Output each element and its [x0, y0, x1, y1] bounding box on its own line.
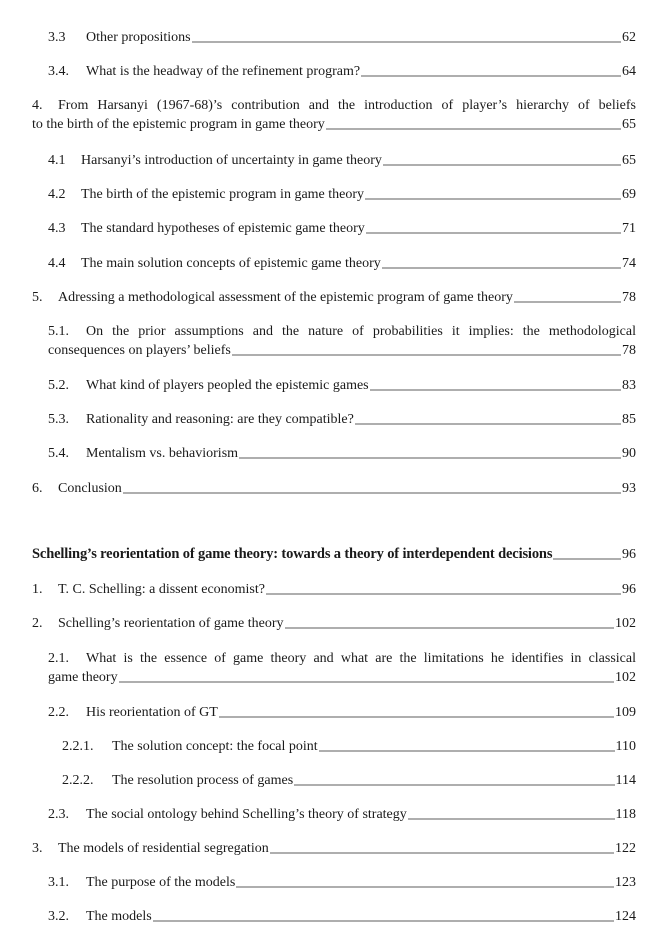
dot-leader [408, 815, 615, 820]
entry-title: Mentalism vs. behaviorism [86, 446, 239, 461]
entry-title: Harsanyi’s introduction of uncertainty in game theory [81, 153, 382, 168]
entry-page: 74 [622, 256, 636, 271]
dot-leader [270, 849, 614, 854]
toc-entry[interactable] [62, 771, 636, 790]
toc-entry[interactable] [48, 254, 636, 273]
dot-leader [236, 883, 614, 888]
dot-leader [365, 195, 621, 200]
entry-page: 124 [615, 909, 636, 924]
entry-title-line2: consequences on players’ beliefs [48, 343, 231, 358]
dot-leader [294, 781, 614, 786]
toc-entry[interactable] [48, 444, 636, 463]
entry-title: The models [86, 909, 152, 924]
entry-title: What is the headway of the refinement program? [86, 64, 361, 79]
entry-number: 3.1. [48, 875, 69, 890]
toc-entry[interactable] [32, 288, 636, 307]
entry-title-line2: to the birth of the epistemic program in game theory [32, 117, 325, 132]
entry-number: 3.2. [48, 909, 69, 924]
entry-page: 64 [622, 64, 636, 79]
entry-page: 96 [622, 547, 636, 562]
entry-number: 5.3. [48, 412, 69, 427]
dot-leader [326, 125, 621, 130]
toc-entry[interactable] [48, 873, 636, 892]
entry-page: 102 [615, 616, 636, 631]
entry-title-line1: What is the essence of game theory and what are the limitations he identifies in classical [86, 651, 636, 666]
toc-entry[interactable] [62, 737, 636, 756]
dot-leader [239, 454, 621, 459]
entry-page: 90 [622, 446, 636, 461]
entry-title: His reorientation of GT [86, 705, 218, 720]
dot-leader [153, 917, 614, 922]
toc-entry[interactable] [48, 322, 636, 360]
dot-leader [232, 351, 621, 356]
entry-number: 5. [32, 290, 43, 305]
toc-entry[interactable] [48, 62, 636, 81]
entry-page: 69 [622, 187, 636, 202]
toc-entry[interactable] [32, 614, 636, 633]
entry-page: 78 [622, 343, 636, 358]
entry-title-line1: From Harsanyi (1967-68)’s contribution and the introduction of player’s hierarchy of beliefs [58, 98, 636, 113]
entry-page: 65 [622, 117, 636, 132]
entry-title: The social ontology behind Schelling’s theory of strategy [86, 807, 407, 822]
entry-page: 122 [615, 841, 636, 856]
entry-number: 4. [32, 98, 43, 113]
entry-number: 5.4. [48, 446, 69, 461]
chapter-heading-entry[interactable] [32, 545, 636, 564]
entry-title: Schelling’s reorientation of game theory [58, 616, 284, 631]
entry-number: 4.4 [48, 256, 66, 271]
entry-number: 4.1 [48, 153, 66, 168]
entry-title: Conclusion [58, 481, 122, 496]
entry-page: 85 [622, 412, 636, 427]
entry-title: The purpose of the models [86, 875, 236, 890]
dot-leader [192, 38, 621, 43]
entry-number: 5.2. [48, 378, 69, 393]
entry-title: The standard hypotheses of epistemic game theory [81, 221, 365, 236]
entry-number: 6. [32, 481, 43, 496]
entry-number: 2.1. [48, 651, 69, 666]
entry-page: 96 [622, 582, 636, 597]
entry-title-line2: game theory [48, 670, 118, 685]
dot-leader [553, 555, 621, 560]
dot-leader [382, 264, 621, 269]
toc-entry[interactable] [48, 907, 636, 926]
chapter-title: Schelling’s reorientation of game theory: towards a theory of interdependent decisions [32, 546, 553, 562]
entry-title: Other propositions [86, 30, 191, 45]
entry-title: The resolution process of games [112, 773, 294, 788]
entry-number: 4.2 [48, 187, 66, 202]
entry-page: 65 [622, 153, 636, 168]
entry-page: 118 [615, 807, 636, 822]
entry-page: 62 [622, 30, 636, 45]
entry-number: 2.2.2. [62, 773, 94, 788]
entry-number: 3.4. [48, 64, 69, 79]
entry-number: 1. [32, 582, 43, 597]
toc-entry[interactable] [32, 96, 636, 134]
entry-page: 83 [622, 378, 636, 393]
toc-entry[interactable] [48, 28, 636, 47]
toc-entry[interactable] [32, 580, 636, 599]
entry-title: The solution concept: the focal point [112, 739, 318, 754]
toc-entry[interactable] [48, 185, 636, 204]
entry-title: Rationality and reasoning: are they compatible? [86, 412, 354, 427]
entry-page: 114 [615, 773, 636, 788]
entry-page: 93 [622, 481, 636, 496]
entry-title: Adressing a methodological assessment of the epistemic program of game theory [58, 290, 513, 305]
dot-leader [219, 713, 614, 718]
entry-number: 2.3. [48, 807, 69, 822]
dot-leader [370, 386, 621, 391]
entry-title: The models of residential segregation [58, 841, 269, 856]
dot-leader [285, 624, 615, 629]
entry-title: T. C. Schelling: a dissent economist? [58, 582, 265, 597]
entry-title: The birth of the epistemic program in game theory [81, 187, 365, 202]
dot-leader [123, 489, 621, 494]
entry-page: 109 [615, 705, 636, 720]
toc-entry[interactable] [48, 805, 636, 824]
entry-title: What kind of players peopled the epistemic games [86, 378, 369, 393]
entry-number: 2.2. [48, 705, 69, 720]
entry-number: 2. [32, 616, 43, 631]
entry-number: 4.3 [48, 221, 66, 236]
entry-title-line1: On the prior assumptions and the nature of probabilities it implies: the methodological [86, 324, 636, 339]
entry-number: 2.2.1. [62, 739, 94, 754]
dot-leader [355, 420, 621, 425]
dot-leader [361, 72, 621, 77]
entry-page: 78 [622, 290, 636, 305]
entry-number: 3. [32, 841, 43, 856]
toc-entry[interactable] [48, 151, 636, 170]
dot-leader [119, 678, 614, 683]
dot-leader [319, 747, 615, 752]
entry-number: 5.1. [48, 324, 69, 339]
dot-leader [514, 298, 621, 303]
entry-page: 71 [622, 221, 636, 236]
dot-leader [266, 590, 621, 595]
toc-entry[interactable] [48, 649, 636, 687]
entry-title: The main solution concepts of epistemic game theory [81, 256, 381, 271]
toc-entry[interactable] [32, 479, 636, 498]
toc-entry[interactable] [48, 376, 636, 395]
dot-leader [366, 229, 621, 234]
entry-page: 110 [615, 739, 636, 754]
entry-number: 3.3 [48, 30, 66, 45]
toc-entry[interactable] [32, 839, 636, 858]
toc-entry[interactable] [48, 219, 636, 238]
dot-leader [383, 161, 621, 166]
toc-entry[interactable] [48, 410, 636, 429]
toc-entry[interactable] [48, 703, 636, 722]
entry-page: 123 [615, 875, 636, 890]
entry-page: 102 [615, 670, 636, 685]
